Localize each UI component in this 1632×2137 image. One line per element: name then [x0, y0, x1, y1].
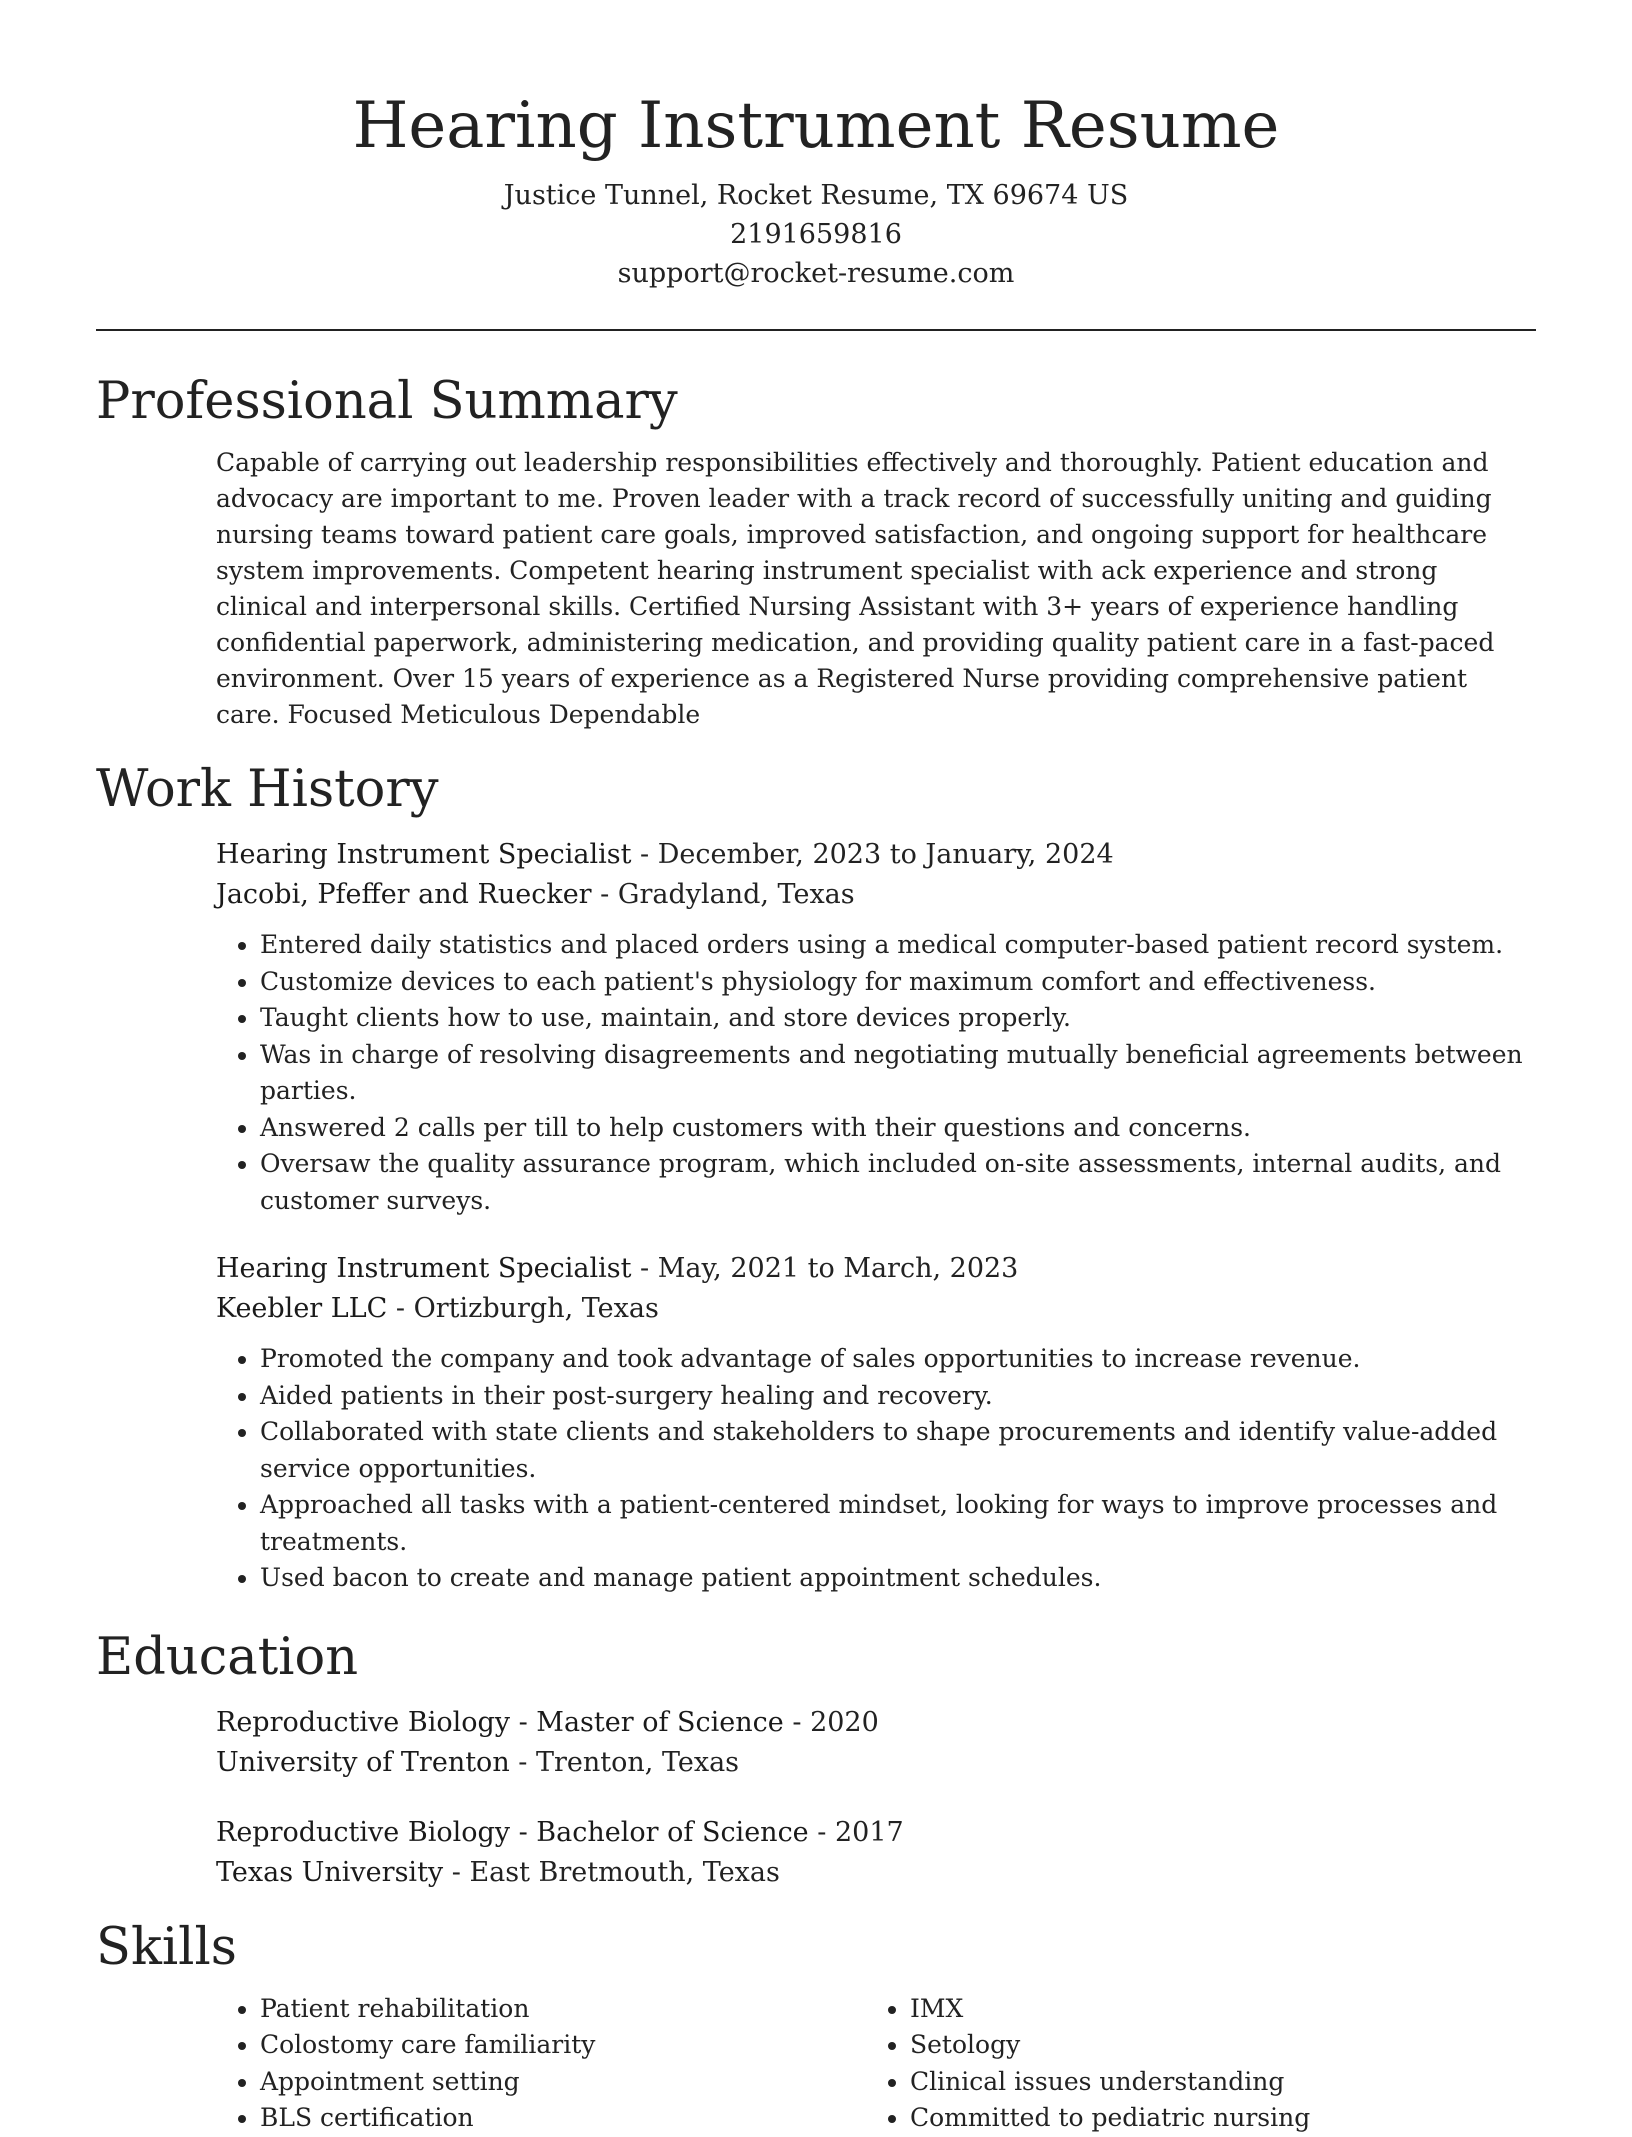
- job-bullets: [216, 927, 1536, 1219]
- address: Justice Tunnel, Rocket Resume, TX 69674 US: [503, 180, 1129, 211]
- school-name: University of Trenton: [216, 1746, 510, 1778]
- skills-columns: [216, 1991, 1536, 2137]
- education-section: [216, 1703, 1536, 1893]
- skill-item: • Colostomy care familiarity: [260, 2027, 866, 2064]
- job-location: - Gradyland, Texas: [591, 879, 855, 910]
- skill-item: • Setology: [910, 2027, 1516, 2064]
- skills-list-right: [866, 1991, 1516, 2137]
- skills-section: [216, 1991, 1536, 2137]
- school-line: [216, 1743, 1536, 1783]
- school-location: - Trenton, Texas: [509, 1746, 740, 1778]
- degree-type: - Bachelor of Science: [510, 1816, 809, 1848]
- school-line: [216, 1853, 1536, 1893]
- job-bullet: • Taught clients how to use, maintain, and store devices properly.: [260, 1000, 1536, 1037]
- skill-item: • Committed to pediatric nursing: [910, 2100, 1516, 2137]
- education-heading: Education: [96, 1627, 359, 1687]
- skill-item: • IMX: [910, 1991, 1516, 2028]
- job-company-line: [216, 875, 1536, 915]
- skills-heading: Skills: [96, 1917, 237, 1977]
- phone: 2191659816: [730, 219, 902, 250]
- skill-item: • Appointment setting: [260, 2064, 866, 2101]
- job-bullet: • Answered 2 calls per till to help customers with their questions and concerns.: [260, 1110, 1536, 1147]
- degree-year: - 2020: [783, 1706, 879, 1738]
- job-bullet: • Approached all tasks with a patient-centered mindset, looking for ways to improve processes and treatments.: [260, 1487, 1536, 1560]
- summary-section: [216, 445, 1536, 733]
- summary-heading: Professional Summary: [96, 372, 678, 431]
- degree-type: - Master of Science: [510, 1706, 784, 1738]
- resume-header: [96, 0, 1536, 293]
- job-bullet: • Was in charge of resolving disagreements and negotiating mutually beneficial agreements between parties.: [260, 1037, 1536, 1110]
- skill-item: • Patient rehabilitation: [260, 1991, 866, 2028]
- summary-text: Capable of carrying out leadership responsibilities effectively and thoroughly. Patient education and advocacy are important to me. Proven leader with a track record of successfully uniting and guiding nursing teams toward patient care goals, improved satisfaction, and ongoing support for healthcare system improvements. Competent hearing instrument specialist with ack experience and strong clinical and interpersonal skills. Certified Nursing Assistant with 3+ years of experience handling confidential paperwork, administering medication, and providing quality patient care in a fast-paced environment. Over 15 years of experience as a Registered Nurse providing comprehensive patient care. Focused Meticulous Dependable: [216, 448, 1495, 729]
- job-entry: [216, 835, 1536, 1219]
- degree-year: - 2017: [808, 1816, 904, 1848]
- job-title-line: [216, 1249, 1536, 1289]
- skill-item: • Clinical issues understanding: [910, 2064, 1516, 2101]
- education-entry: [216, 1813, 1536, 1893]
- skill-item: • BLS certification: [260, 2100, 866, 2137]
- degree-line: [216, 1813, 1536, 1853]
- job-title: Hearing Instrument Specialist: [216, 1253, 632, 1284]
- work-history-heading: Work History: [96, 760, 439, 819]
- contact-info: [96, 176, 1536, 293]
- email: support@rocket-resume.com: [617, 258, 1015, 289]
- job-company: Keebler LLC: [216, 1293, 388, 1324]
- job-bullet: • Customize devices to each patient's physiology for maximum comfort and effectiveness.: [260, 964, 1536, 1001]
- job-location: - Ortizburgh, Texas: [387, 1293, 659, 1324]
- job-bullets: [216, 1341, 1536, 1597]
- job-title-line: [216, 835, 1536, 875]
- job-entry: [216, 1249, 1536, 1597]
- skills-list-left: [216, 1991, 866, 2137]
- job-dates: - December, 2023 to January, 2024: [631, 839, 1114, 870]
- job-bullet: • Entered daily statistics and placed orders using a medical computer-based patient record system.: [260, 927, 1536, 964]
- header-divider: [96, 329, 1536, 331]
- work-history-section: [216, 835, 1536, 1597]
- job-title: Hearing Instrument Specialist: [216, 839, 632, 870]
- job-bullet: • Used bacon to create and manage patient appointment schedules.: [260, 1560, 1536, 1597]
- job-bullet: • Oversaw the quality assurance program, which included on-site assessments, internal audits, and customer surveys.: [260, 1146, 1536, 1219]
- degree-field: Reproductive Biology: [216, 1816, 511, 1848]
- degree-line: [216, 1703, 1536, 1743]
- job-company-line: [216, 1289, 1536, 1329]
- school-name: Texas University: [216, 1856, 444, 1888]
- job-bullet: • Promoted the company and took advantage of sales opportunities to increase revenue.: [260, 1341, 1536, 1378]
- resume-title: Hearing Instrument Resume: [352, 89, 1280, 163]
- job-dates: - May, 2021 to March, 2023: [631, 1253, 1019, 1284]
- job-bullet: • Collaborated with state clients and stakeholders to shape procurements and identify value-added service opportunities.: [260, 1414, 1536, 1487]
- school-location: - East Bretmouth, Texas: [443, 1856, 780, 1888]
- degree-field: Reproductive Biology: [216, 1706, 511, 1738]
- job-bullet: • Aided patients in their post-surgery healing and recovery.: [260, 1378, 1536, 1415]
- education-entry: [216, 1703, 1536, 1783]
- job-company: Jacobi, Pfeffer and Ruecker: [216, 879, 592, 910]
